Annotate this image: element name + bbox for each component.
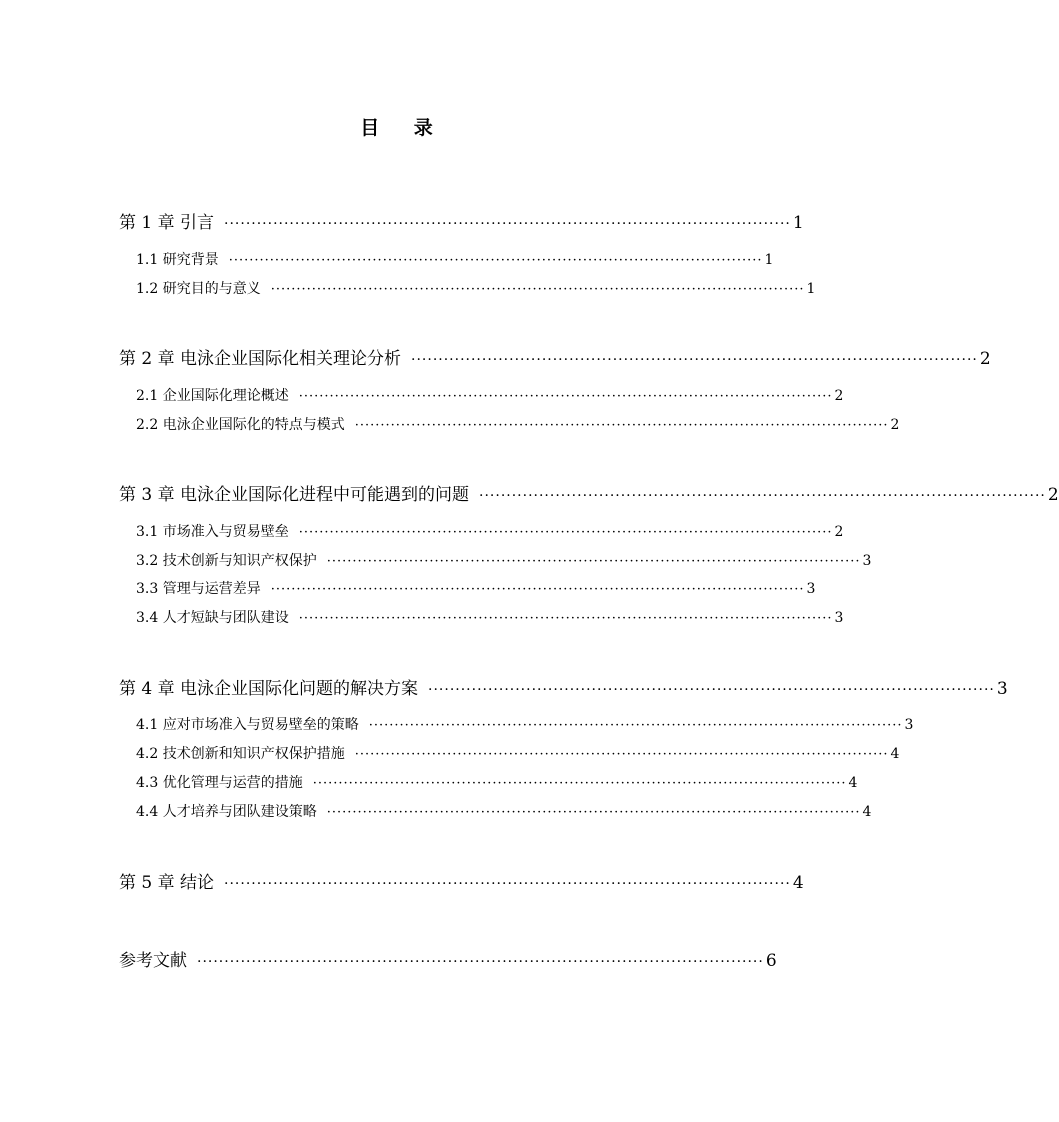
leader-dots: ········································································································ (368, 718, 903, 733)
toc-entry-label: 4.2 技术创新和知识产权保护措施 (136, 746, 345, 762)
toc-entry-label: 参考文献 (119, 951, 187, 971)
toc-section-1-1[interactable] (136, 249, 774, 269)
toc-entry-label: 第 1 章 引言 (119, 213, 215, 233)
toc-page-number: 1 (764, 252, 774, 268)
toc-section-3-1[interactable] (136, 521, 844, 541)
toc-section-4-3[interactable] (136, 772, 858, 792)
toc-page-number: 2 (1047, 485, 1059, 505)
toc-chapter-4[interactable] (119, 674, 1008, 699)
leader-dots: ········································································································ (326, 554, 861, 569)
toc-entry-label: 2.1 企业国际化理论概述 (136, 388, 289, 404)
toc-section-2-1[interactable] (136, 385, 844, 405)
toc-entry-label: 2.2 电泳企业国际化的特点与模式 (136, 417, 345, 433)
toc-section-3-2[interactable] (136, 550, 872, 570)
toc-entry-label: 3.1 市场准入与贸易壁垒 (136, 524, 289, 540)
toc-entry-label: 第 4 章 电泳企业国际化问题的解决方案 (119, 679, 419, 699)
toc-entry-label: 1.2 研究目的与意义 (136, 281, 261, 297)
toc-page-number: 4 (848, 775, 858, 791)
toc-page-number: 2 (834, 388, 844, 404)
leader-dots: ········································································································ (270, 282, 805, 297)
toc-entry-label: 第 2 章 电泳企业国际化相关理论分析 (119, 349, 402, 369)
toc-chapter-2[interactable] (119, 344, 991, 369)
toc-page-number: 4 (890, 746, 900, 762)
toc-entry-label: 3.3 管理与运营差异 (136, 581, 261, 597)
toc-entry-label: 4.4 人才培养与团队建设策略 (136, 804, 317, 820)
toc-page-number: 2 (979, 349, 991, 369)
leader-dots: ········································································································ (224, 216, 791, 232)
toc-section-1-2[interactable] (136, 278, 816, 298)
leader-dots: ········································································································ (411, 352, 978, 368)
toc-page-number: 3 (996, 679, 1008, 699)
toc-page-number: 2 (890, 417, 900, 433)
leader-dots: ········································································································ (428, 682, 995, 698)
toc-page-number: 3 (904, 717, 914, 733)
toc-entry-label: 3.2 技术创新与知识产权保护 (136, 553, 317, 569)
leader-dots: ········································································································ (298, 525, 833, 540)
toc-entry-label: 3.4 人才短缺与团队建设 (136, 610, 289, 626)
leader-dots: ········································································································ (197, 954, 764, 970)
toc-entry-label: 4.3 优化管理与运营的措施 (136, 775, 303, 791)
leader-dots: ········································································································ (312, 776, 847, 791)
toc-entry-label: 1.1 研究背景 (136, 252, 219, 268)
leader-dots: ········································································································ (354, 747, 889, 762)
toc-section-4-1[interactable] (136, 714, 914, 734)
toc-chapter-5[interactable] (119, 868, 804, 893)
toc-chapter-3[interactable] (119, 480, 1059, 505)
toc-references[interactable] (119, 946, 777, 971)
toc-entry-label: 第 3 章 电泳企业国际化进程中可能遇到的问题 (119, 485, 470, 505)
leader-dots: ········································································································ (354, 418, 889, 433)
toc-chapter-1[interactable] (119, 208, 804, 233)
leader-dots: ········································································································ (224, 876, 791, 892)
toc-page-number: 6 (765, 951, 777, 971)
toc-page-number: 3 (834, 610, 844, 626)
leader-dots: ········································································································ (270, 582, 805, 597)
toc-page-number: 3 (862, 553, 872, 569)
toc-section-4-4[interactable] (136, 801, 872, 821)
toc-section-3-3[interactable] (136, 578, 816, 598)
toc-page-number: 1 (792, 213, 804, 233)
toc-entry-label: 第 5 章 结论 (119, 873, 215, 893)
toc-page-number: 1 (806, 281, 816, 297)
toc-section-3-4[interactable] (136, 607, 844, 627)
leader-dots: ········································································································ (298, 389, 833, 404)
leader-dots: ········································································································ (326, 805, 861, 820)
leader-dots: ········································································································ (479, 488, 1046, 504)
leader-dots: ········································································································ (298, 611, 833, 626)
toc-entry-label: 4.1 应对市场准入与贸易壁垒的策略 (136, 717, 359, 733)
toc-page-number: 2 (834, 524, 844, 540)
leader-dots: ········································································································ (228, 253, 763, 268)
toc-page-number: 4 (792, 873, 804, 893)
toc-section-4-2[interactable] (136, 743, 900, 763)
toc-title: 目 录 (360, 117, 447, 139)
toc-page-number: 3 (806, 581, 816, 597)
toc-section-2-2[interactable] (136, 414, 900, 434)
toc-page-number: 4 (862, 804, 872, 820)
